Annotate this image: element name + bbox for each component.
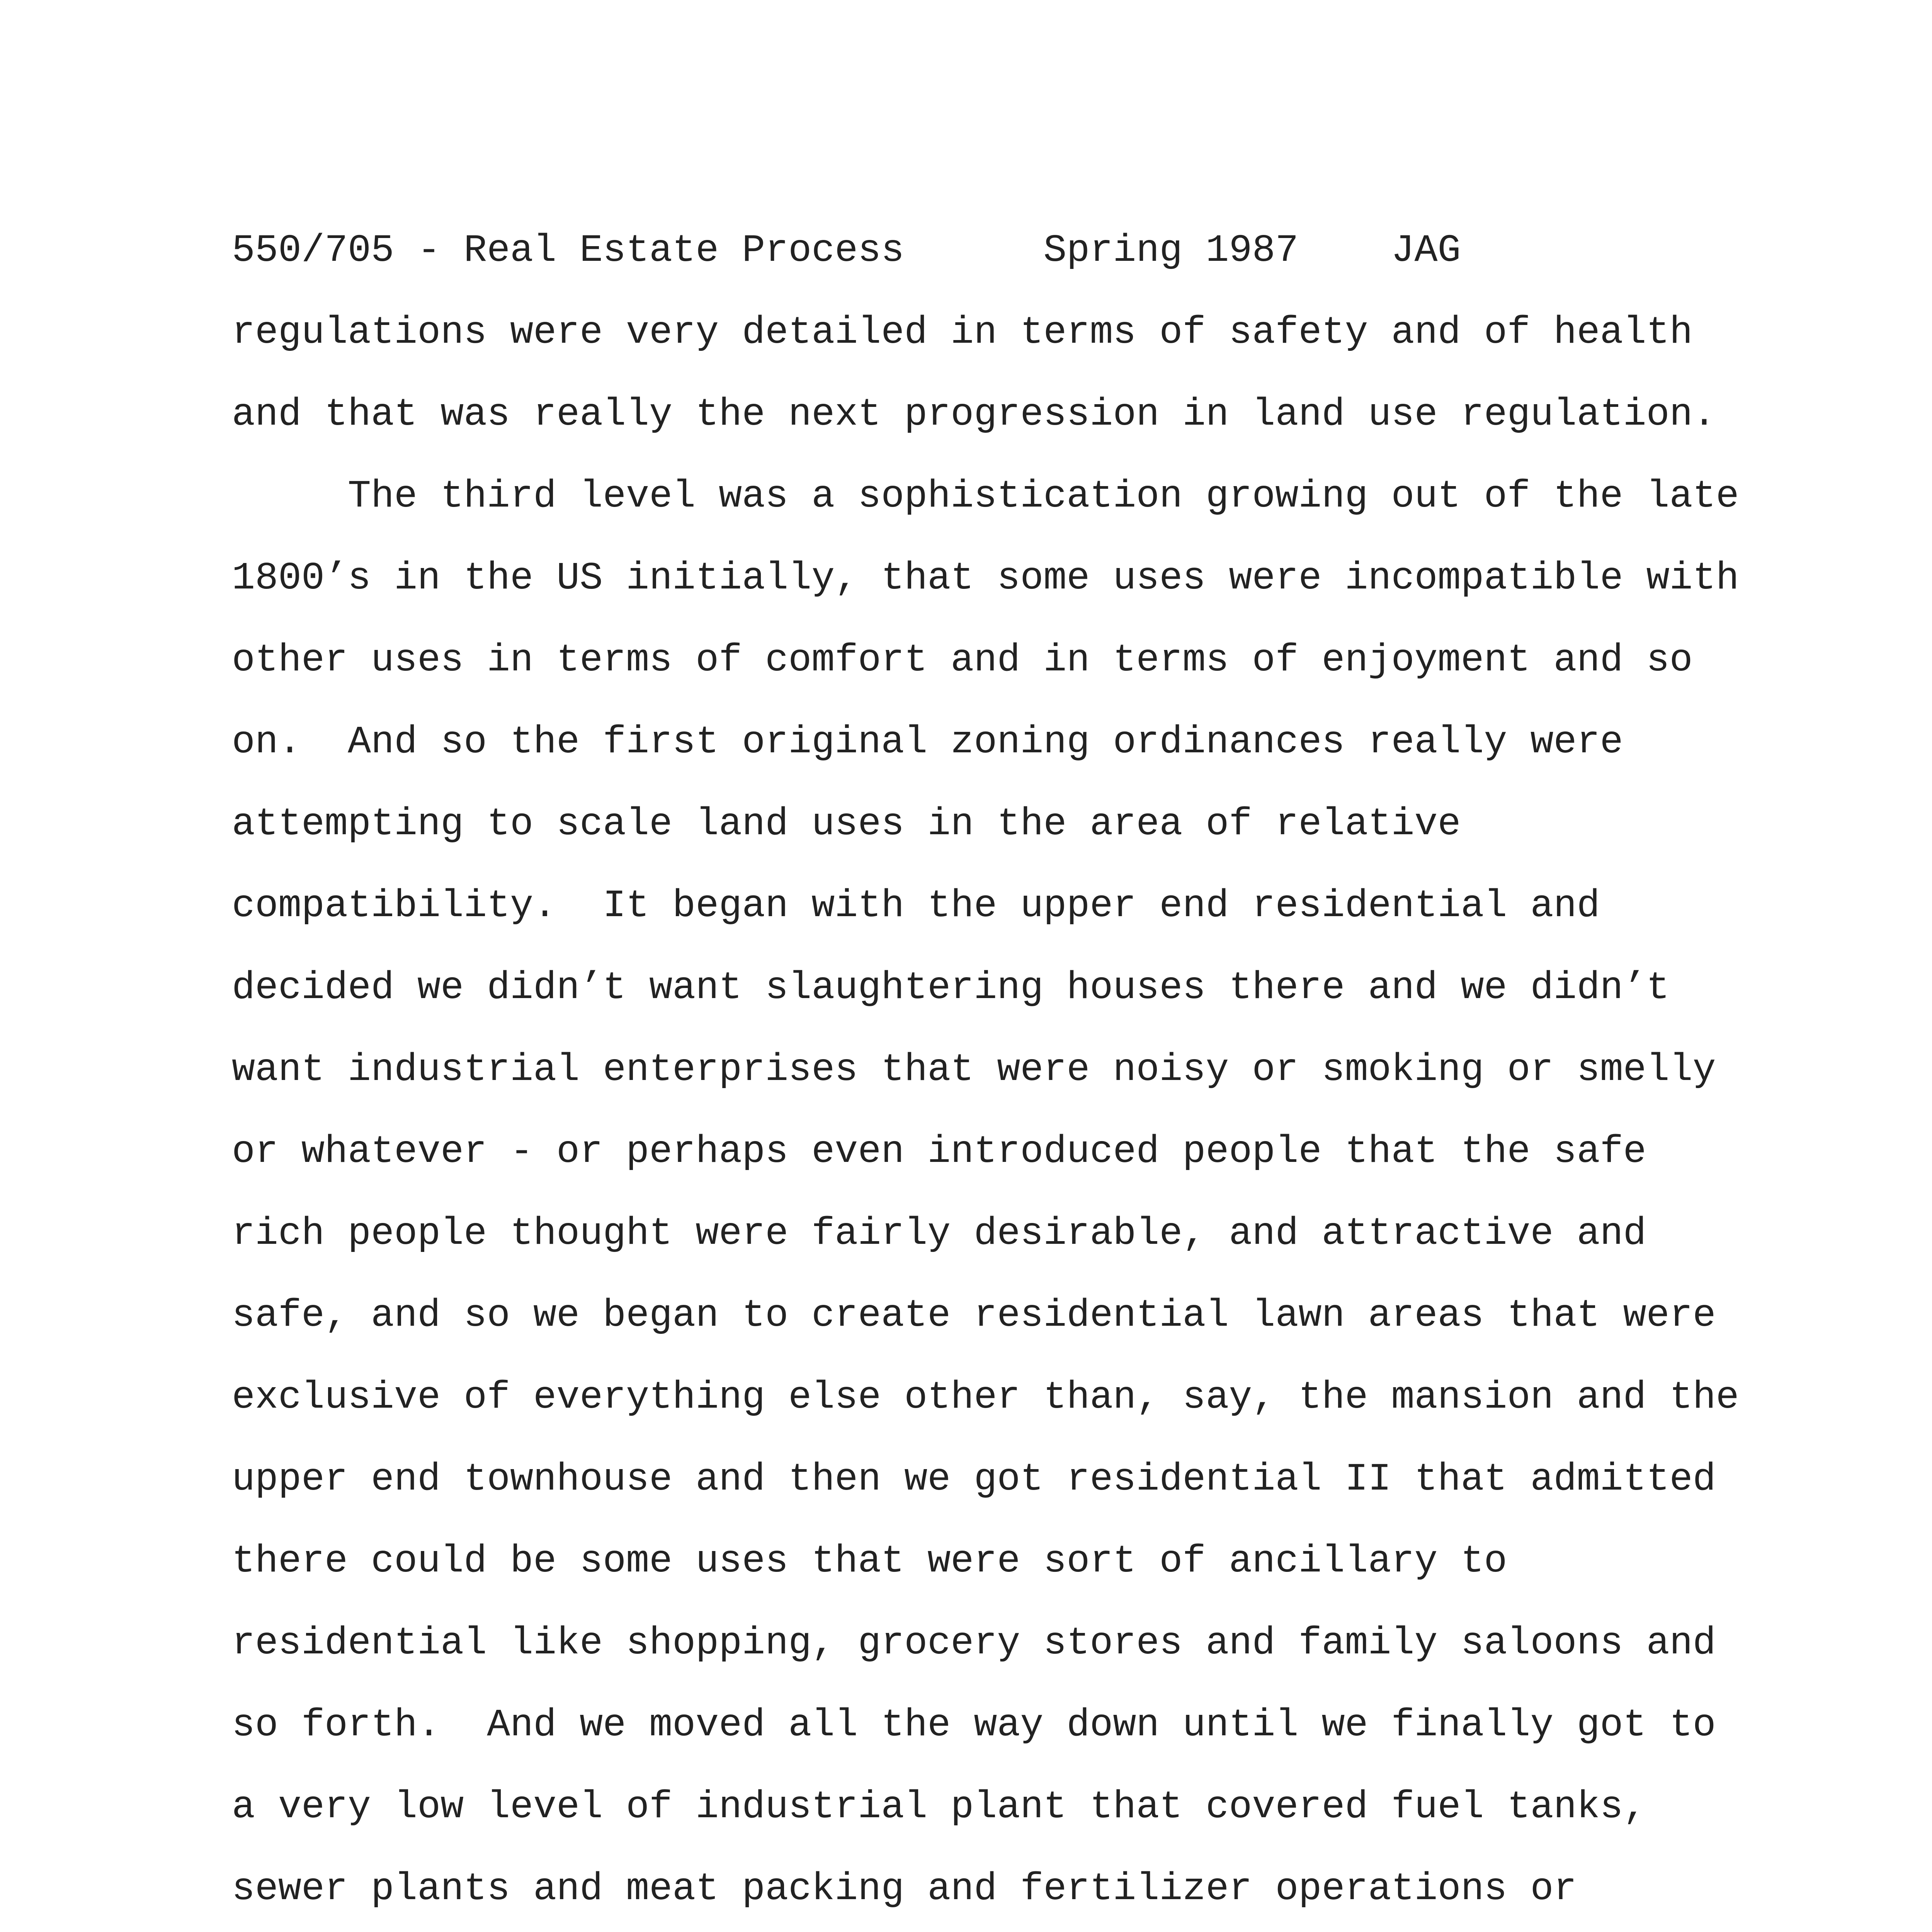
text-line: so forth. And we moved all the way down until we finally got to: [232, 1704, 1716, 1747]
text-line: sewer plants and meat packing and fertilizer operations or: [232, 1867, 1577, 1911]
paragraph-start-line: The third level was a sophistication growing out of the late: [348, 475, 1739, 519]
text-line: attempting to scale land uses in the area of relative: [232, 803, 1461, 846]
text-line: other uses in terms of comfort and in terms of enjoyment and so: [232, 639, 1693, 682]
page-header: [232, 220, 1461, 282]
transcript-body: [232, 302, 1777, 1932]
text-line: residential like shopping, grocery stores and family saloons and: [232, 1622, 1716, 1665]
text-line: exclusive of everything else other than, say, the mansion and the: [232, 1376, 1739, 1420]
term-label: Spring 1987: [1043, 229, 1299, 273]
text-line: on. And so the first original zoning ordinances really were: [232, 721, 1623, 764]
author-initials: JAG: [1391, 229, 1461, 273]
text-line: and that was really the next progression in land use regulation.: [232, 393, 1716, 437]
course-title: 550/705 - Real Estate Process: [232, 229, 905, 273]
text-line: upper end townhouse and then we got residential II that admitted: [232, 1458, 1716, 1502]
text-line: there could be some uses that were sort of ancillary to: [232, 1540, 1507, 1583]
text-line: decided we didn’t want slaughtering houses there and we didn’t: [232, 966, 1670, 1010]
text-line: want industrial enterprises that were noisy or smoking or smelly: [232, 1048, 1716, 1092]
text-line: or whatever - or perhaps even introduced people that the safe: [232, 1130, 1646, 1174]
text-line: safe, and so we began to create residential lawn areas that were: [232, 1294, 1716, 1338]
text-line: rich people thought were fairly desirable, and attractive and: [232, 1212, 1646, 1256]
text-line: compatibility. It began with the upper end residential and: [232, 884, 1600, 928]
text-line: 1800’s in the US initially, that some uses were incompatible with: [232, 557, 1739, 600]
text-line: regulations were very detailed in terms of safety and of health: [232, 311, 1693, 355]
text-line: a very low level of industrial plant that covered fuel tanks,: [232, 1786, 1646, 1829]
